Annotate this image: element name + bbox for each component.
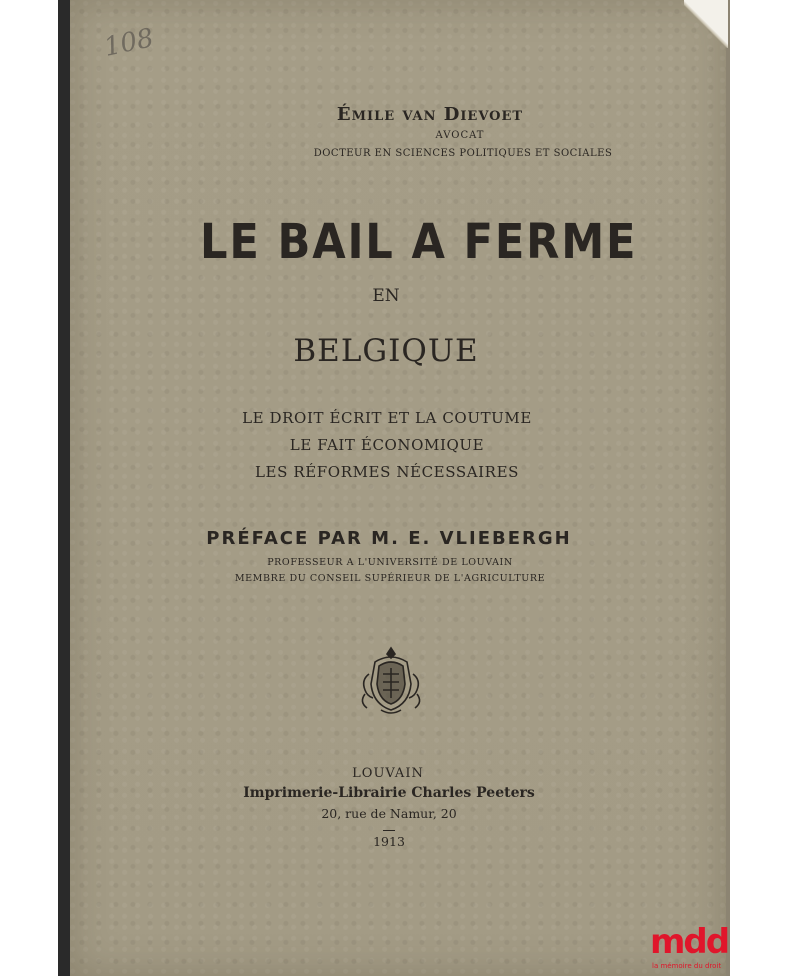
logo-letters: mdd: [650, 922, 729, 962]
separator-dash: [383, 830, 395, 831]
book-title: LE BAIL A FERME: [200, 214, 638, 270]
handwritten-note: 108: [101, 23, 157, 63]
publisher-city: LOUVAIN: [352, 766, 424, 781]
subtitle-block: [207, 405, 567, 486]
publisher-name: Imprimerie-Librairie Charles Peeters: [243, 785, 535, 801]
title-connector: EN: [372, 286, 400, 306]
title-country: BELGIQUE: [293, 333, 479, 369]
publisher-emblem-icon: [357, 644, 425, 716]
worn-corner: [684, 0, 728, 48]
subtitle-line: LE FAIT ÉCONOMIQUE: [289, 436, 485, 454]
subtitle-line: LE DROIT ÉCRIT ET LA COUTUME: [242, 409, 532, 427]
logo-tagline: la mémoire du droit: [652, 962, 722, 970]
preface-author-membership: MEMBRE DU CONSEIL SUPÉRIEUR DE L'AGRICULTURE: [234, 573, 546, 584]
publication-year: 1913: [373, 834, 405, 849]
book-cover: [70, 0, 729, 976]
preface-author-role: PROFESSEUR A L'UNIVERSITÉ DE LOUVAIN: [267, 557, 513, 568]
author-role: AVOCAT: [435, 130, 485, 141]
author-name: Émile van Dievoet: [336, 104, 524, 125]
preface-heading: PRÉFACE PAR M. E. VLIEBERGH: [206, 528, 572, 549]
publisher-address: 20, rue de Namur, 20: [321, 806, 457, 821]
mdd-logo: [650, 924, 732, 974]
author-degree: DOCTEUR EN SCIENCES POLITIQUES ET SOCIALES: [313, 148, 613, 159]
subtitle-line: LES RÉFORMES NÉCESSAIRES: [254, 463, 520, 481]
